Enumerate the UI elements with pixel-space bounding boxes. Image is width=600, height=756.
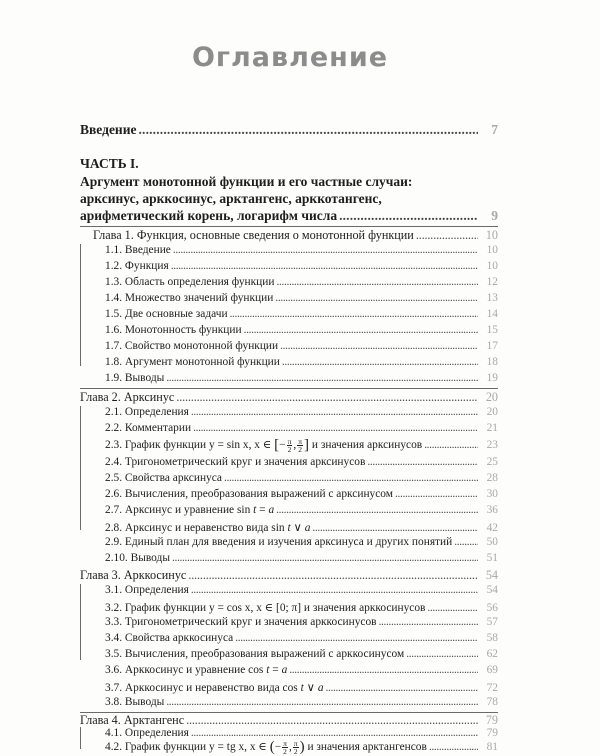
section-label: 1.7. Свойство монотонной функции	[105, 340, 279, 352]
toc-part1-page: 9	[491, 208, 498, 223]
section-label: 1.5. Две основные задачи	[105, 308, 228, 320]
section-page: 79	[486, 727, 498, 739]
math-var: t	[253, 504, 257, 516]
section-page: 57	[486, 616, 498, 628]
section-page: 69	[486, 664, 498, 676]
section-page: 72	[486, 682, 498, 694]
section-label: 3.8. Выводы	[105, 696, 165, 708]
section-label: 1.9. Выводы	[105, 372, 165, 384]
section-page: 54	[486, 584, 498, 596]
part-title-line-2: арксинус, арккосинус, арктангенс, арккотангенс,	[80, 191, 382, 206]
section-label	[105, 520, 310, 534]
leader-dots	[454, 536, 478, 548]
section-label: 3.1. Определения	[105, 584, 189, 596]
chapter-label: Глава 3. Арккосинус	[80, 568, 187, 582]
section-page: 17	[486, 340, 498, 352]
section-label-text: 4.2. График функции y = tg x, x ∈	[105, 741, 267, 754]
section-label: 4.1. Определения	[105, 727, 189, 739]
math-op: =	[272, 664, 279, 676]
toc-section[interactable]	[105, 680, 498, 694]
section-page: 62	[486, 648, 498, 660]
leader-dots	[186, 713, 478, 728]
math-bracket: (	[269, 739, 275, 755]
fraction-num: π	[293, 739, 298, 748]
leader-dots	[424, 439, 478, 451]
chapter-label: Глава 2. Арксинус	[80, 390, 175, 404]
toc-section[interactable]	[105, 488, 498, 500]
leader-dots	[367, 456, 478, 468]
toc-section[interactable]	[105, 292, 498, 304]
section-label: 2.9. Единый план для введения и изучения арксинуса и других понятий	[105, 536, 453, 548]
section-page: 23	[486, 439, 498, 452]
section-page: 19	[486, 372, 498, 384]
toc-chapter-4[interactable]	[80, 713, 498, 728]
toc-section[interactable]	[105, 600, 498, 614]
math-sign: −	[279, 439, 286, 452]
toc-section[interactable]	[105, 504, 498, 516]
toc-section[interactable]	[105, 308, 498, 320]
section-page: 81	[486, 741, 498, 754]
section-label: 2.4. Тригонометрический круг и значения арксинусов	[105, 456, 366, 468]
toc-chapter-2[interactable]	[80, 390, 498, 405]
toc-part1[interactable]	[80, 208, 498, 224]
toc-section[interactable]	[105, 372, 498, 384]
toc-section[interactable]	[105, 244, 498, 256]
section-page: 15	[486, 324, 498, 336]
math-op: ∨	[306, 682, 315, 694]
section-label-text: 3.7. Арккосинус и неравенство вида cos	[105, 682, 298, 694]
math-var: a	[268, 504, 275, 516]
part-title-line-3: арифметический корень, логарифм числа	[80, 208, 338, 223]
toc-section[interactable]	[105, 456, 498, 468]
toc-section[interactable]	[105, 536, 498, 548]
toc-chapter-3[interactable]	[80, 568, 498, 583]
chapter-page: 54	[485, 568, 498, 582]
math-var: a	[281, 664, 288, 676]
leader-dots	[191, 584, 478, 596]
section-label-suffix: и значения арксинусов	[311, 439, 423, 452]
fraction-den: 2	[293, 747, 298, 756]
fraction	[287, 438, 293, 453]
leader-dots	[173, 244, 478, 256]
section-page: 50	[486, 536, 498, 548]
leader-dots	[191, 727, 478, 739]
section-page: 13	[486, 292, 498, 304]
toc-chapter-1[interactable]	[93, 228, 498, 243]
leader-dots	[276, 504, 478, 516]
section-label: 1.3. Область определения функции	[105, 276, 275, 288]
section-page: 78	[486, 696, 498, 708]
leader-dots	[395, 488, 478, 500]
section-page: 10	[486, 244, 498, 256]
toc-section[interactable]	[105, 584, 498, 596]
math-op: ∨	[293, 522, 302, 534]
toc-section[interactable]	[105, 422, 498, 434]
leader-dots	[416, 228, 478, 243]
section-page: 18	[486, 356, 498, 368]
section-page: 14	[486, 308, 498, 320]
vertical-rule	[80, 244, 81, 366]
toc-intro-page: 7	[491, 122, 498, 137]
math-op: =	[259, 504, 266, 516]
toc-section[interactable]	[105, 664, 498, 676]
fraction	[282, 740, 288, 755]
toc-section[interactable]	[105, 616, 498, 628]
section-page: 25	[486, 456, 498, 468]
section-page: 42	[486, 522, 498, 534]
fraction-den: 2	[298, 445, 303, 454]
chapter-label: Глава 1. Функция, основные сведения о монотонной функции	[93, 228, 414, 242]
math-bracket: ]	[304, 437, 310, 453]
section-label-text: 2.7. Арксинус и уравнение sin	[105, 504, 251, 516]
section-page: 20	[486, 406, 498, 418]
vertical-rule	[80, 727, 81, 749]
fraction-num: π	[283, 739, 287, 748]
section-label: 1.4. Множество значений функции	[105, 292, 274, 304]
leader-dots	[429, 741, 478, 753]
math-var: t	[266, 664, 270, 676]
math-comma: ,	[288, 741, 292, 754]
leader-dots	[275, 292, 478, 304]
leader-dots	[244, 324, 478, 336]
leader-dots	[280, 340, 478, 352]
section-page: 58	[486, 632, 498, 644]
chapter-page: 10	[485, 228, 498, 242]
page-title: Оглавление	[191, 42, 389, 73]
leader-dots	[166, 696, 478, 708]
leader-dots	[224, 472, 478, 484]
section-label: 2.2. Комментарии	[105, 422, 192, 434]
section-label-text: 2.3. График функции y = sin x, x ∈	[105, 439, 272, 452]
section-label: 3.3. Тригонометрический круг и значения арккосинусов	[105, 616, 377, 628]
leader-dots	[188, 568, 478, 583]
fraction	[293, 740, 299, 755]
chapter-page: 20	[485, 390, 498, 404]
vertical-rule	[80, 584, 81, 660]
section-label: 3.2. График функции y = cos x, x ∈ [0; π] и значения арккосинусов	[105, 602, 426, 614]
leader-dots	[230, 308, 478, 320]
fraction-num: π	[287, 437, 292, 446]
section-page: 30	[486, 488, 498, 500]
section-label-text: 3.6. Арккосинус и уравнение cos	[105, 664, 264, 676]
section-label	[105, 437, 422, 454]
section-label	[105, 739, 427, 756]
toc-section[interactable]	[105, 276, 498, 288]
leader-dots	[235, 632, 478, 644]
fraction-den: 2	[287, 445, 292, 454]
toc-intro-label: Введение	[80, 122, 137, 137]
divider	[80, 388, 498, 389]
toc-intro[interactable]	[80, 122, 498, 138]
section-page: 51	[486, 552, 498, 564]
chapter-label: Глава 4. Арктангенс	[80, 713, 185, 727]
section-label: 2.5. Свойства арксинуса	[105, 472, 222, 484]
section-label: 3.4. Свойства арккосинуса	[105, 632, 234, 644]
toc-section[interactable]	[105, 739, 498, 756]
toc-section[interactable]	[105, 324, 498, 336]
section-label: 1.6. Монотонность функции	[105, 324, 242, 336]
leader-dots	[289, 664, 478, 676]
leader-dots	[138, 122, 478, 138]
leader-dots	[312, 522, 478, 534]
section-page: 10	[486, 260, 498, 272]
section-label: 2.1. Определения	[105, 406, 189, 418]
math-bracket: [	[274, 437, 280, 453]
leader-dots	[176, 390, 478, 405]
section-label: 3.5. Вычисления, преобразования выражений с арккосинусом	[105, 648, 405, 660]
section-label: 1.1. Введение	[105, 244, 171, 256]
section-label	[105, 680, 324, 694]
toc-section[interactable]	[105, 472, 498, 484]
fraction-den: 2	[283, 747, 287, 756]
part-title-line-1: Аргумент монотонной функции и его частные случаи:	[80, 174, 413, 189]
fraction-num: π	[298, 437, 303, 446]
toc-section[interactable]	[105, 356, 498, 368]
section-page: 28	[486, 472, 498, 484]
math-var: a	[317, 682, 324, 694]
toc-section[interactable]	[105, 520, 498, 534]
toc-section[interactable]	[105, 260, 498, 272]
section-page: 21	[486, 422, 498, 434]
vertical-rule	[80, 406, 81, 530]
leader-dots	[282, 356, 478, 368]
section-label: 1.2. Функция	[105, 260, 169, 272]
leader-dots	[172, 552, 478, 564]
math-comma: ,	[293, 439, 297, 452]
math-var: a	[304, 522, 311, 534]
toc-section[interactable]	[105, 648, 498, 660]
leader-dots	[326, 682, 478, 694]
leader-dots	[191, 406, 478, 418]
toc-section[interactable]	[105, 727, 498, 739]
section-label-text: 2.8. Арксинус и неравенство вида sin	[105, 522, 285, 534]
toc-section[interactable]	[105, 552, 498, 564]
leader-dots	[379, 616, 478, 628]
chapter-page: 79	[485, 713, 498, 727]
section-page: 56	[486, 602, 498, 614]
math-sign: −	[274, 741, 282, 754]
section-label: 1.8. Аргумент монотонной функции	[105, 356, 280, 368]
section-label: 2.6. Вычисления, преобразования выражений с арксинусом	[105, 488, 393, 500]
leader-dots	[171, 260, 478, 272]
leader-dots	[427, 602, 478, 614]
section-label	[105, 664, 287, 676]
toc-section[interactable]	[105, 406, 498, 418]
section-page: 36	[486, 504, 498, 516]
math-var: t	[287, 522, 291, 534]
math-bracket: )	[299, 739, 305, 755]
leader-dots	[339, 208, 478, 224]
section-label	[105, 504, 274, 516]
section-label-suffix: и значения арктангенсов	[307, 741, 427, 754]
leader-dots	[406, 648, 478, 660]
leader-dots	[276, 276, 478, 288]
divider	[80, 226, 498, 227]
leader-dots	[166, 372, 478, 384]
toc-section[interactable]	[105, 696, 498, 708]
fraction	[297, 438, 303, 453]
math-var: t	[300, 682, 304, 694]
part-heading: ЧАСТЬ I.	[80, 156, 139, 171]
toc-section[interactable]	[105, 340, 498, 352]
toc-section[interactable]	[105, 632, 498, 644]
toc-section[interactable]	[105, 437, 498, 454]
section-page: 12	[486, 276, 498, 288]
leader-dots	[193, 422, 478, 434]
section-label: 2.10. Выводы	[105, 552, 170, 564]
